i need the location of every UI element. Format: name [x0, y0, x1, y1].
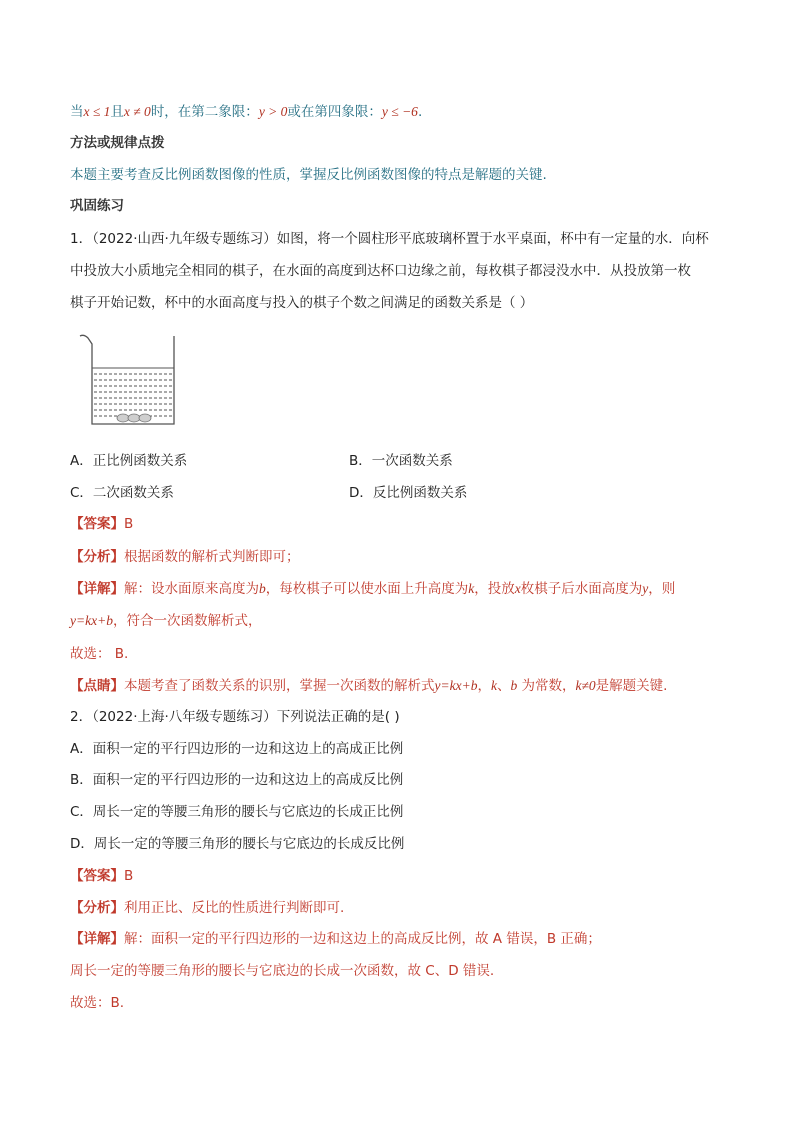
math-expr: b [259, 581, 266, 596]
math-expr: y ≤ −6 [381, 104, 418, 119]
text: 为常数， [517, 678, 576, 694]
q2-answer [70, 867, 133, 885]
answer-value: B [124, 516, 134, 532]
math-expr: y=kx+b [70, 613, 113, 628]
q2-option-b: B．面积一定的平行四边形的一边和这边上的高成反比例 [70, 772, 404, 788]
text: ，每枚棋子可以使水面上升高度为 [265, 581, 469, 597]
text: 是解题关键. [595, 678, 668, 694]
text: 枚棋子后水面高度为 [520, 581, 643, 597]
method-text: 本题主要考查反比例函数图像的性质，掌握反比例函数图像的特点是解题的关键. [70, 167, 547, 183]
answer-tag: 【答案】 [70, 516, 124, 532]
q1-detail-line-1 [70, 580, 675, 598]
text: 当 [70, 104, 84, 120]
q1-stem-line-2: 中投放大小质地完全相同的棋子，在水面的高度到达杯口边缘之前，每枚棋子都浸没水中．从投放第一枚 [70, 263, 691, 279]
detail-tag: 【详解】 [70, 581, 124, 597]
math-expr: x [514, 581, 521, 596]
q2-choose: 故选：B. [70, 995, 125, 1011]
q2-detail-line-1 [70, 930, 601, 948]
method-heading: 方法或规律点拨 [70, 135, 165, 151]
detail-text: 解：面积一定的平行四边形的一边和这边上的高成反比例，故 A 错误，B 正确； [124, 931, 601, 947]
math-expr: b [510, 678, 518, 693]
analysis-text: 利用正比、反比的性质进行判断即可. [124, 900, 345, 916]
math-expr: y=kx+b [434, 678, 478, 693]
q1-option-d: D．反比例函数关系 [349, 485, 468, 501]
math-expr: y [642, 581, 649, 596]
text: ，符合一次函数解析式， [112, 613, 262, 629]
math-expr: x ≤ 1 [83, 104, 111, 119]
q2-stem: 2．（2022·上海·八年级专题练习）下列说法正确的是( ) [70, 709, 400, 725]
text: ，投放 [474, 581, 515, 597]
analysis-text: 根据函数的解析式判断即可； [124, 549, 300, 565]
q2-option-c: C．周长一定的等腰三角形的腰长与它底边的长成正比例 [70, 804, 404, 820]
q1-analysis [70, 548, 300, 566]
q1-answer [70, 515, 133, 533]
q2-option-d: D．周长一定的等腰三角形的腰长与它底边的长成反比例 [70, 836, 405, 852]
text: 且 [110, 104, 124, 120]
q2-detail-line-2: 周长一定的等腰三角形的腰长与它底边的长成一次函数，故 C、D 错误. [70, 963, 495, 979]
text: 、 [496, 678, 511, 694]
text: 本题考查了函数关系的识别，掌握一次函数的解析式 [124, 678, 435, 694]
answer-value: B [124, 868, 134, 884]
q2-analysis [70, 899, 344, 917]
text: . [417, 104, 423, 120]
text: 时，在第二象限： [150, 104, 259, 120]
q1-option-b: B．一次函数关系 [349, 453, 453, 469]
q1-stem-line-1: 1．（2022·山西·九年级专题练习）如图，将一个圆柱形平底玻璃杯置于水平桌面，杯中有一定量的水．向杯 [70, 231, 709, 247]
analysis-tag: 【分析】 [70, 549, 124, 565]
math-expr: y > 0 [258, 104, 288, 119]
q1-option-a: A．正比例函数关系 [70, 453, 188, 469]
practice-heading: 巩固练习 [70, 198, 124, 214]
q1-detail-line-2 [70, 612, 261, 630]
text: 解：设水面原来高度为 [124, 581, 259, 597]
math-expr: x ≠ 0 [123, 104, 151, 119]
analysis-tag: 【分析】 [70, 900, 124, 916]
q1-choose: 故选： B. [70, 646, 129, 662]
condition-line [70, 103, 422, 121]
beaker-illustration [78, 330, 178, 430]
math-expr: k≠0 [575, 678, 596, 693]
q2-option-a: A．面积一定的平行四边形的一边和这边上的高成正比例 [70, 741, 404, 757]
math-expr: k [490, 678, 497, 693]
q1-stem-line-3: 棋子开始记数，杯中的水面高度与投入的棋子个数之间满足的函数关系是（ ） [70, 295, 534, 311]
comment-tag: 【点睛】 [70, 678, 124, 694]
math-expr: k [468, 581, 475, 596]
answer-tag: 【答案】 [70, 868, 124, 884]
text: 或在第四象限： [287, 104, 382, 120]
text: ，则 [648, 581, 676, 597]
q1-option-c: C．二次函数关系 [70, 485, 174, 501]
q1-comment [70, 677, 667, 695]
detail-tag: 【详解】 [70, 931, 124, 947]
text: ， [477, 678, 491, 694]
